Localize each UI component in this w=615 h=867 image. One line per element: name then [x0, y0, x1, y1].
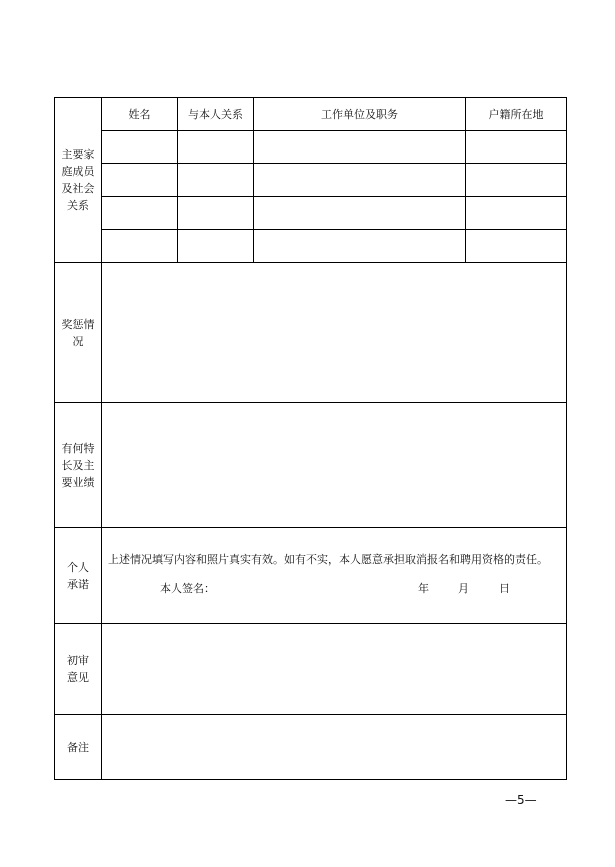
pledge-statement: 上述情况填写内容和照片真实有效。如有不实，本人愿意承担取消报名和聘用资格的责任。 — [108, 553, 548, 566]
family-relationship-cell[interactable] — [178, 164, 254, 197]
registration-form-table — [54, 97, 567, 780]
remarks-row — [55, 715, 567, 780]
skills-field[interactable] — [102, 403, 567, 528]
header-work-unit-position: 工作单位及职务 — [254, 98, 466, 131]
family-registration-cell[interactable] — [466, 164, 567, 197]
family-header-row — [55, 98, 567, 131]
remarks-field[interactable] — [102, 715, 567, 780]
family-registration-cell[interactable] — [466, 131, 567, 164]
pledge-row — [55, 528, 567, 624]
pledge-content — [102, 528, 567, 624]
family-name-cell[interactable] — [102, 164, 178, 197]
review-row — [55, 624, 567, 715]
family-relationship-cell[interactable] — [178, 197, 254, 230]
review-label: 初审意见 — [55, 624, 102, 715]
family-name-cell[interactable] — [102, 131, 178, 164]
date-day-label: 日 — [499, 582, 510, 595]
awards-label: 奖惩情况 — [55, 263, 102, 403]
family-work-unit-cell[interactable] — [254, 164, 466, 197]
family-registration-cell[interactable] — [466, 230, 567, 263]
date-month-label: 月 — [458, 582, 469, 595]
family-name-cell[interactable] — [102, 230, 178, 263]
signature-label: 本人签名： — [160, 582, 215, 595]
family-row — [55, 197, 567, 230]
family-work-unit-cell[interactable] — [254, 197, 466, 230]
header-household-registration: 户籍所在地 — [466, 98, 567, 131]
date-year-label: 年 — [418, 582, 429, 595]
family-row — [55, 230, 567, 263]
review-field[interactable] — [102, 624, 567, 715]
family-relationship-cell[interactable] — [178, 230, 254, 263]
header-relationship: 与本人关系 — [178, 98, 254, 131]
family-work-unit-cell[interactable] — [254, 131, 466, 164]
header-name: 姓名 — [102, 98, 178, 131]
signature-line — [102, 580, 566, 600]
family-relationship-cell[interactable] — [178, 131, 254, 164]
family-section-label: 主要家庭成员及社会关系 — [55, 98, 102, 263]
skills-label: 有何特长及主要业绩 — [55, 403, 102, 528]
family-row — [55, 164, 567, 197]
page-number: —5— — [505, 793, 537, 807]
family-work-unit-cell[interactable] — [254, 230, 466, 263]
awards-row — [55, 263, 567, 403]
family-registration-cell[interactable] — [466, 197, 567, 230]
awards-field[interactable] — [102, 263, 567, 403]
remarks-label: 备注 — [55, 715, 102, 780]
skills-row — [55, 403, 567, 528]
family-row — [55, 131, 567, 164]
family-name-cell[interactable] — [102, 197, 178, 230]
pledge-label: 个人承诺 — [55, 528, 102, 624]
